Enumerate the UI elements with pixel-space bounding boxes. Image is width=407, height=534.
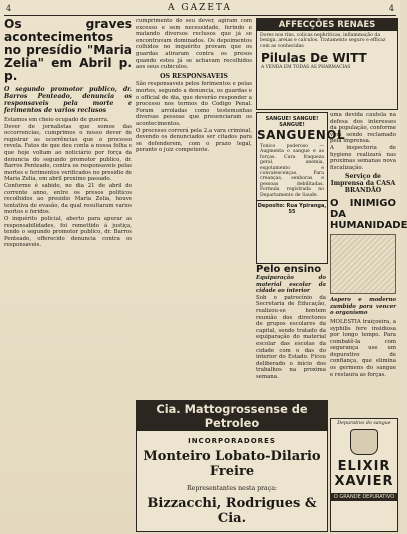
ad-cia-mattogrossense: [136, 400, 328, 532]
ad-renaes-brand: Pilulas De WITT: [261, 51, 367, 66]
ad-sangue-deposit: Deposito: Rua Ypiranga, 55: [257, 200, 327, 215]
inimigo-headline: O INIMIGO DA HUMANIDADE: [330, 198, 407, 232]
ad-renaes-text: Dores nos rins, colicas nephriticas, inflammação da bexiga, areias e calculos. Tratamento seguro e efficaz com as conhecidas: [260, 33, 386, 49]
ad-affeccoes-renaes: [256, 18, 398, 110]
ad-sangue-top: SANGUE! SANGUE! SANGUE!: [265, 116, 319, 128]
column4-body: uma devida cautela na defesa dos interesses da população, conforme vem sendo reclamado pela imprensa. A inspectoria de hygiene realizará nas proximas semanas nova fiscalização.: [330, 112, 396, 171]
ad-elixir-bottom: O GRANDE DEPURATIVO: [331, 493, 397, 501]
header-rule: [4, 15, 396, 16]
page-number-right: 4: [388, 4, 394, 13]
ad-matto-names: Monteiro Lobato-Dilario Freire: [143, 449, 321, 479]
article-column-1: [4, 18, 132, 249]
pelo-ensino-sub: Equiparação do material escolar da cidade ao interior: [256, 275, 326, 295]
page-number-left: 4: [6, 4, 12, 13]
article-pelo-ensino: [256, 264, 326, 381]
ad-matto-title: Cia. Mattogrossense de Petroleo: [137, 401, 327, 431]
pelo-ensino-body: Sob o patrocínio da Secretaria de Educação, realizou-se hontem reunião dos directores de grupos escolares da capital, sendo tratado da equiparação do material escolar das escolas da cidade com o das do interior do Estado. Ficou deliberado o inicio dos trabalhos na proxima semana.: [256, 294, 328, 380]
ad-elixir-top: Depurativo do sangue: [337, 421, 391, 426]
article-body: Estamos em cheio ocupado de guerra. Dever de jornalistas que somos das occorrencias, cumprimos o nosso dever de registrar as ocorrências que o processo revela. Fatos de que deu conta a nossa folha e que hoje voltam ao noticiário por força da denuncia do segundo promotor publico, dr. Barros Penteado, contra os responsaveis pelas mortes e ferimentos verificados no presidio de Maria Zelia, em abril proximo passado. Conforme é sabido, no dia 21 de abril do corrente anno, entre os presos politicos recolhidos ao presidio Maria Zelia, houve tentativa de evasão, da qual resultaram varios mortos e feridos. O inquérito policial, aberto para apurar as responsabilidades, foi remettido á justiça, tendo o segundo promotor publico, dr. Barros Penteado, offerecido denuncia contra os responsaveis.: [4, 117, 132, 249]
inimigo-sub: Aspero e moderno zumbido para vencer o organismo: [330, 297, 396, 317]
inimigo-body: MOLESTIA traiçoeira, a syphilis fere insidiosa por longo tempo. Para combatê-la com segurança use um depurativo de confiança, que elimina os germens do sangue e restaura as forças.: [330, 318, 398, 378]
ad-matto-company: Bizzacchi, Rodrigues & Cia.: [147, 496, 317, 526]
masthead-title: A GAZETA: [168, 3, 232, 13]
ad-elixir-xavier: [330, 418, 398, 532]
article-body-2: cumprimento do seu dever, agiram com excesso e sem necessidade, ferindo e matando diversos reclusos que já se encontravam dominados. Os depoimentos colhidos no inquérito provam que os guardas atiraram contra os presos quando estes já se achavam recolhidos aos seus cubiculos.: [136, 18, 254, 71]
ad-sanguenol: [256, 112, 346, 264]
article-subhead: O segundo promotor publico, dr. Barros Penteado, denuncia os responsaveis pela morte e ferimentos de varios reclusos: [4, 86, 132, 114]
ad-sangue-brand: SANGUENOL: [257, 128, 346, 142]
column4-credit: Serviço de Imprensa da CASA BRANDÃO: [330, 173, 396, 194]
article-column-2: [136, 18, 252, 154]
article-body-3: São responsaveis pelos ferimentos e pelas mortes, segundo a denuncia, os guardas e o official de dia, que deverão responder a processo nos termos do Codigo Penal. Foram arroladas como testemunhas diversas pessoas que presenciaram os acontecimentos. O processo correrá pela 2.a vara criminal, devendo os denunciados ser citados para se defenderem, com o prazo legal, perante o juiz competente.: [136, 81, 252, 154]
pelo-ensino-headline: Pelo ensino: [256, 264, 322, 275]
ad-elixir-name: ELIXIR XAVIER: [334, 459, 394, 489]
ad-renaes-title: AFFECÇÕES RENAES: [257, 19, 397, 31]
ad-renaes-tag: A VENDA EM TODAS AS PHARMACIAS: [261, 65, 351, 71]
ad-sangue-body: Tonico poderoso — Augmenta o sangue e as forças. Cura fraqueza geral, anemia, esgotamento e convalescenças. Para creanças, senhoras e pessoas debilitadas. Formula registrada no Departamento de Saude.: [260, 144, 324, 198]
ad-matto-representantes: Representantes nesta praça:: [187, 485, 277, 492]
ad-matto-incorporadores: INCORPORADORES: [188, 437, 276, 445]
article-column-4: [330, 112, 407, 378]
bottle-icon: [350, 429, 378, 455]
illustration-image: [330, 234, 396, 294]
article-headline: Os graves acontecimentos no presídio "Maria Zelia" em Abril p. p.: [4, 17, 132, 83]
section-title-responsaveis: OS RESPONSAVEIS: [160, 72, 228, 80]
